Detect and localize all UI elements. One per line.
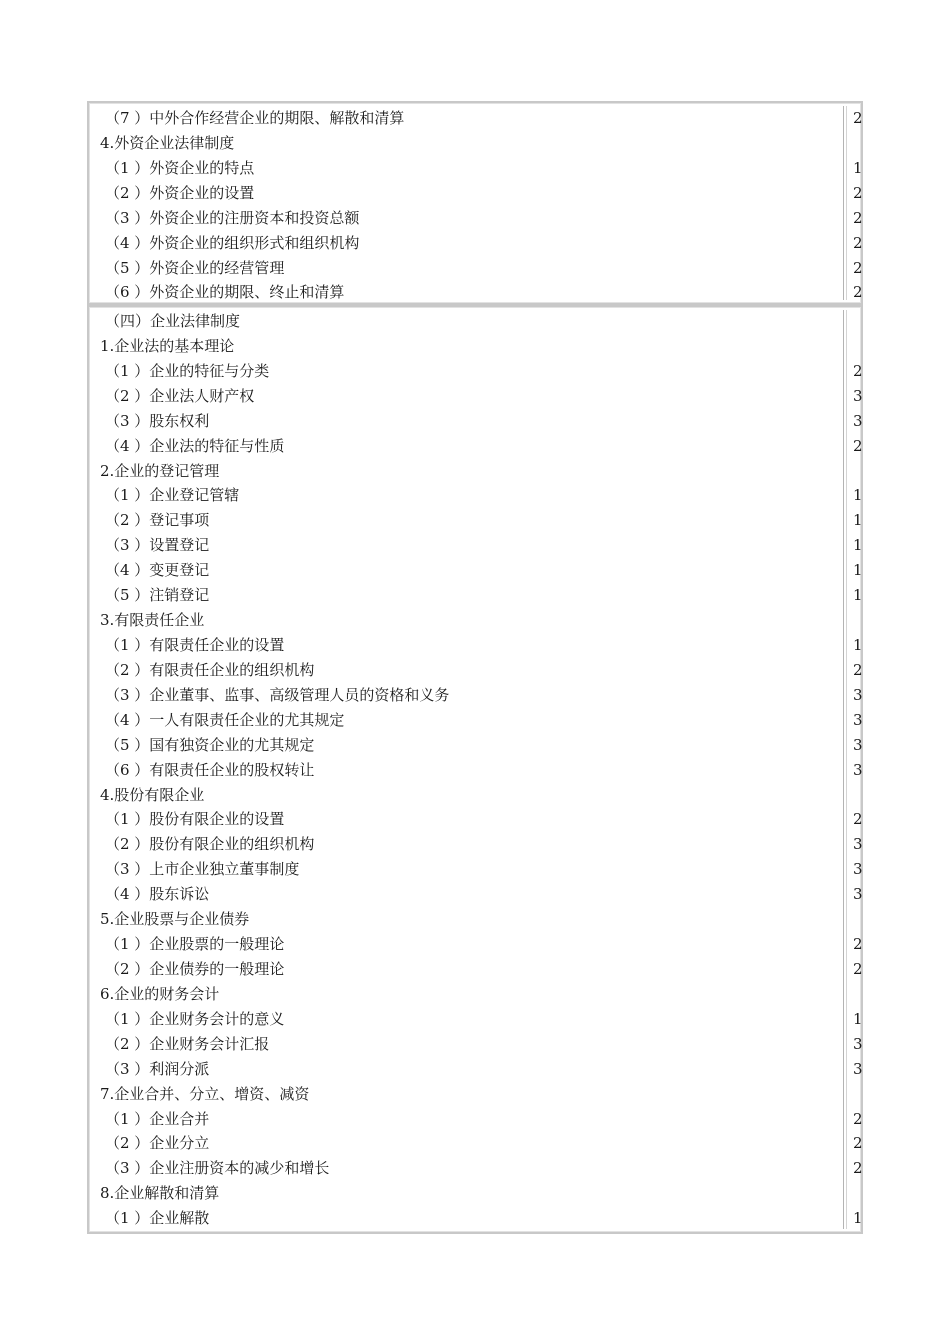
section-heading: 6.企业的财务会计 — [100, 984, 220, 1003]
outline-item: （1 ）企业解散 — [105, 1209, 210, 1228]
item-value: 2 — [853, 258, 863, 277]
outline-item: （2 ）企业法人财产权 — [105, 386, 255, 405]
table-row — [89, 459, 861, 484]
outline-item: （3 ）外资企业的注册资本和投资总额 — [105, 208, 360, 227]
table-row — [89, 384, 861, 409]
item-value: 2 — [853, 1109, 863, 1128]
outline-item: （4 ）变更登记 — [105, 561, 210, 580]
table-row — [89, 583, 861, 608]
item-value: 2 — [853, 283, 863, 302]
table-row — [89, 758, 861, 783]
outline-item: （1 ）企业的特征与分类 — [105, 361, 270, 380]
outline-item: （3 ）利润分派 — [105, 1059, 210, 1078]
table-row — [89, 1131, 861, 1156]
table-row — [89, 957, 861, 982]
table-row — [89, 733, 861, 758]
table-row — [89, 783, 861, 808]
item-value: 3 — [853, 885, 863, 904]
outline-item: （2 ）企业债券的一般理论 — [105, 959, 285, 978]
table-row — [89, 106, 861, 131]
item-value: 1 — [853, 158, 863, 177]
outline-item: （3 ）股东权利 — [105, 411, 210, 430]
table-row — [89, 683, 861, 708]
item-value: 2 — [853, 109, 863, 127]
table-row — [89, 181, 861, 206]
item-value: 3 — [853, 760, 863, 779]
section-heading: 4.外资企业法律制度 — [100, 133, 235, 152]
table-row — [89, 280, 861, 305]
table-row — [89, 932, 861, 957]
item-value: 2 — [853, 183, 863, 202]
table-row — [89, 1107, 861, 1132]
outline-item: （1 ）企业财务会计的意义 — [105, 1009, 285, 1028]
outline-table-bottom — [87, 305, 863, 1234]
item-value: 3 — [853, 685, 863, 704]
item-value: 2 — [853, 1134, 863, 1153]
outline-item: （5 ）外资企业的经营管理 — [105, 258, 285, 277]
section-heading: 3.有限责任企业 — [100, 611, 205, 630]
item-value: 2 — [853, 810, 863, 829]
item-value: 3 — [853, 1059, 863, 1078]
outline-item: （1 ）企业登记管辖 — [105, 486, 240, 505]
outline-item: （1 ）股份有限企业的设置 — [105, 810, 285, 829]
table-row — [89, 982, 861, 1007]
item-value: 2 — [853, 935, 863, 954]
outline-item: （4 ）企业法的特征与性质 — [105, 436, 285, 455]
item-value: 3 — [853, 835, 863, 854]
outline-item: （1 ）有限责任企业的设置 — [105, 635, 285, 654]
table-row — [89, 131, 861, 156]
item-value: 3 — [853, 710, 863, 729]
table-row — [89, 1082, 861, 1107]
table-row — [89, 1007, 861, 1032]
outline-item: （1 ）企业股票的一般理论 — [105, 935, 285, 954]
outline-item: （4 ）一人有限责任企业的尤其规定 — [105, 710, 345, 729]
item-value: 1 — [853, 536, 863, 555]
table-row — [89, 256, 861, 281]
table-row — [89, 409, 861, 434]
table-row — [89, 533, 861, 558]
outline-item: （2 ）股份有限企业的组织机构 — [105, 835, 315, 854]
table-row — [89, 1181, 861, 1206]
outline-item: （2 ）企业财务会计汇报 — [105, 1034, 270, 1053]
table-row — [89, 1057, 861, 1082]
outline-item: （7 ）中外合作经营企业的期限、解散和清算 — [105, 109, 405, 127]
table-row — [89, 508, 861, 533]
outline-item: （6 ）外资企业的期限、终止和清算 — [105, 283, 345, 302]
item-value: 2 — [853, 959, 863, 978]
table-row — [89, 882, 861, 907]
section-heading: 5.企业股票与企业债券 — [100, 910, 250, 929]
table-row — [89, 907, 861, 932]
item-value: 2 — [853, 660, 863, 679]
outline-item: （5 ）国有独资企业的尤其规定 — [105, 735, 315, 754]
outline-item: （1 ）企业合并 — [105, 1109, 210, 1128]
outline-item: （四）企业法律制度 — [105, 312, 241, 330]
item-value: 1 — [853, 635, 863, 654]
item-value: 3 — [853, 1034, 863, 1053]
item-value: 1 — [853, 1209, 863, 1228]
table-row — [89, 231, 861, 256]
outline-item: （2 ）有限责任企业的组织机构 — [105, 660, 315, 679]
section-heading: 8.企业解散和清算 — [100, 1184, 220, 1203]
item-value: 2 — [853, 233, 863, 252]
table-row — [89, 633, 861, 658]
outline-table-top — [87, 101, 863, 305]
table-row — [89, 156, 861, 181]
table-row — [89, 807, 861, 832]
item-value: 1 — [853, 561, 863, 580]
table-row — [89, 483, 861, 508]
item-value: 1 — [853, 1009, 863, 1028]
outline-item: （5 ）注销登记 — [105, 586, 210, 605]
item-value: 1 — [853, 486, 863, 505]
item-value: 2 — [853, 361, 863, 380]
outline-item: （6 ）有限责任企业的股权转让 — [105, 760, 315, 779]
table-row — [89, 857, 861, 882]
outline-item: （3 ）上市企业独立董事制度 — [105, 860, 300, 879]
table-row — [89, 1156, 861, 1181]
table-row — [89, 608, 861, 633]
table-row — [89, 206, 861, 231]
item-value: 1 — [853, 511, 863, 530]
section-heading: 2.企业的登记管理 — [100, 461, 220, 480]
item-value: 3 — [853, 411, 863, 430]
table-row — [89, 309, 861, 334]
table-row — [89, 658, 861, 683]
table-rows — [89, 309, 861, 1231]
table-row — [89, 359, 861, 384]
outline-item: （3 ）企业注册资本的减少和增长 — [105, 1159, 330, 1178]
outline-item: （4 ）外资企业的组织形式和组织机构 — [105, 233, 360, 252]
section-heading: 7.企业合并、分立、增资、减资 — [100, 1084, 310, 1103]
outline-item: （3 ）企业董事、监事、高级管理人员的资格和义务 — [105, 685, 450, 704]
section-heading: 4.股份有限企业 — [100, 785, 205, 804]
item-value: 3 — [853, 860, 863, 879]
table-row — [89, 1206, 861, 1231]
table-row — [89, 1032, 861, 1057]
item-value: 3 — [853, 735, 863, 754]
item-value: 2 — [853, 1159, 863, 1178]
outline-item: （4 ）股东诉讼 — [105, 885, 210, 904]
outline-item: （3 ）设置登记 — [105, 536, 210, 555]
table-row — [89, 434, 861, 459]
outline-item: （2 ）外资企业的设置 — [105, 183, 255, 202]
table-row — [89, 708, 861, 733]
item-value: 1 — [853, 586, 863, 605]
table-row — [89, 558, 861, 583]
table-row — [89, 334, 861, 359]
item-value: 2 — [853, 436, 863, 455]
outline-item: （2 ）登记事项 — [105, 511, 210, 530]
section-heading: 1.企业法的基本理论 — [100, 336, 235, 355]
item-value: 3 — [853, 386, 863, 405]
outline-item: （2 ）企业分立 — [105, 1134, 210, 1153]
item-value: 2 — [853, 208, 863, 227]
outline-item: （1 ）外资企业的特点 — [105, 158, 255, 177]
table-rows — [89, 106, 861, 305]
table-row — [89, 832, 861, 857]
